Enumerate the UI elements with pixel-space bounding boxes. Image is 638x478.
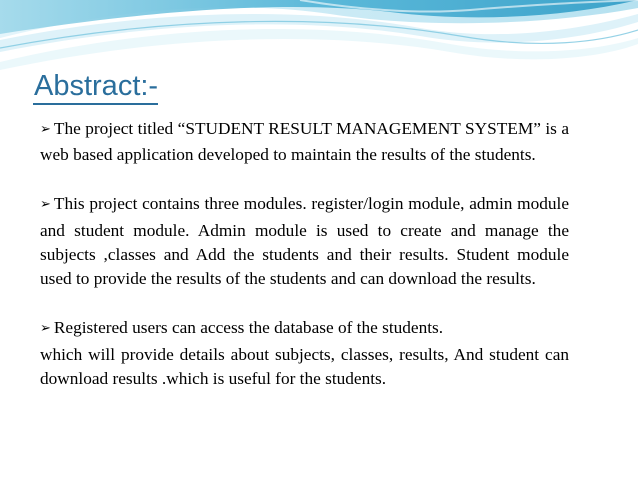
paragraph-text: Registered users can access the database of the students. — [53, 318, 444, 338]
arrow-bullet-icon: ➢ — [40, 197, 51, 213]
paragraph-first-line — [40, 316, 569, 342]
paragraph-text: The project titled “STUDENT RESULT MANAGEMENT SYSTEM” is a web based application developed to maintain the results of the students. — [40, 119, 569, 165]
title-underline — [33, 103, 158, 105]
arrow-bullet-icon: ➢ — [40, 321, 51, 337]
paragraph-registered-users — [40, 316, 569, 391]
paragraph-continuation: which will provide details about subjects, classes, results, And student can download results .which is useful for the students. — [40, 344, 569, 389]
slide-title: Abstract:- — [34, 70, 159, 102]
paragraph-modules — [40, 192, 569, 292]
slide-body — [40, 117, 569, 391]
paragraph-text: This project contains three modules. register/login module, admin module and student module. Admin module is used to create and manage the subjects ,classes and Add the students and their results. Student module used to provide the results of the students and can download the results. — [40, 194, 569, 289]
arrow-bullet-icon: ➢ — [40, 122, 51, 137]
paragraph-project-description — [40, 117, 569, 168]
